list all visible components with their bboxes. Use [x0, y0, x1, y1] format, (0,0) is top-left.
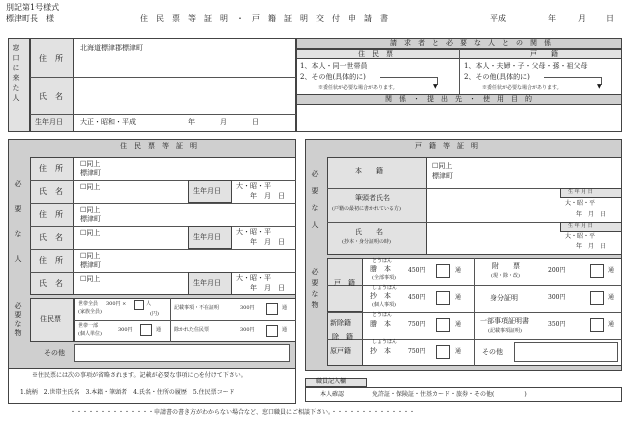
- header-month: 月: [578, 14, 586, 23]
- arrow-down-icon: ▼: [433, 83, 438, 90]
- applicant-address-label: 住 所: [39, 54, 63, 63]
- header-year: 年: [548, 14, 556, 23]
- jumin-other-label: その他: [44, 349, 65, 357]
- relation-juminhyo-label: 住 民 票: [358, 50, 393, 58]
- koseki-items-side: 必要な物: [311, 268, 319, 312]
- purpose-input[interactable]: [297, 105, 621, 131]
- shin-kaisei-label: 新除籍: [330, 319, 351, 327]
- jumin-relation-opt1[interactable]: 1、本人・同一世帯員: [300, 62, 368, 70]
- form-title: 住 民 票 等 証 明 ・ 戸 籍 証 明 交 付 申 請 書: [140, 14, 388, 23]
- jumin-other-input[interactable]: [74, 344, 290, 362]
- joseki-touhon-count[interactable]: [436, 318, 450, 332]
- touhon-label: 謄 本: [370, 265, 391, 273]
- koseki-relation-note: ※委任状が必要な場合があります。: [482, 85, 562, 91]
- fuhyo-label: 附 票: [492, 262, 520, 270]
- id-check-label: 本人確認: [320, 391, 345, 398]
- applicant-name-label: 氏 名: [39, 92, 63, 101]
- hittousha-label: 筆頭者氏名: [355, 194, 390, 202]
- jo-seki-label: 除 籍: [332, 333, 353, 341]
- joseki-shouhon-count[interactable]: [436, 345, 450, 359]
- ichibu-label: 一部事項証明書: [480, 317, 529, 325]
- fuhyo-count[interactable]: [590, 264, 604, 278]
- jumin-header: 住 民 票 等 証 明: [120, 142, 197, 150]
- touhon-count[interactable]: [436, 264, 450, 278]
- header-era: 平成: [490, 14, 506, 23]
- shouhon-count[interactable]: [436, 291, 450, 305]
- noted-cert-count[interactable]: [266, 303, 278, 315]
- jumin-name-label-2: 氏 名: [39, 233, 63, 242]
- jumin-same-above-1[interactable]: ☐同上: [80, 160, 101, 168]
- jumin-side-label: 必要な人: [14, 180, 22, 280]
- koseki-other-label: その他: [482, 348, 503, 356]
- koseki-relation-opt2[interactable]: 2、その他(具体的に): [464, 73, 530, 81]
- removed-jumin-count[interactable]: [266, 325, 278, 337]
- header-day: 日: [606, 14, 614, 23]
- one-of-household-count[interactable]: [140, 324, 152, 336]
- jumin-name-label-3: 氏 名: [39, 279, 63, 288]
- omission-items: 1.続柄 2.世帯主氏名 3.本籍・筆頭者 4.氏名・住所の履歴 5.住民票コード: [20, 389, 235, 396]
- koseki-header: 戸 籍 等 証 明: [415, 142, 478, 150]
- jumin-relation-note: ※委任状が必要な場合があります。: [318, 85, 398, 91]
- gen-koseki-label: 原戸籍: [330, 347, 351, 355]
- koseki-relation-opt1[interactable]: 1、本人・夫婦・子・父母・孫・祖父母: [464, 62, 588, 70]
- jumin-address-label-3: 住 所: [39, 256, 63, 265]
- noted-cert: 記載事項・不在証明: [174, 305, 220, 311]
- koseki-name-label: 氏 名: [355, 228, 383, 236]
- relation-header: 請 求 者 と 必 要 な 人 と の 関 係: [390, 39, 551, 47]
- arrow-down-icon: ▼: [597, 83, 602, 90]
- jumin-label: 住民票: [40, 315, 61, 323]
- applicant-birth-era[interactable]: 大正・昭和・平成: [80, 118, 136, 126]
- purpose-header: 関 係 ・ 提 出 先 ・ 使 用 目 的: [385, 95, 532, 103]
- jumin-name-label-1: 氏 名: [39, 187, 63, 196]
- all-household: 世帯全員: [78, 301, 99, 307]
- one-of-household: 世帯一部: [78, 323, 99, 329]
- koseki-side-label: 必要な人: [311, 170, 319, 238]
- koseki-label: 戸 籍: [334, 279, 355, 287]
- relation-koseki-label: 戸 籍: [530, 50, 558, 58]
- removed-jumin: 除かれた住民票: [174, 327, 210, 333]
- all-household-count[interactable]: [134, 300, 144, 310]
- id-check-options[interactable]: 免許証・保険証・住基カード・旅券・その他( ): [372, 391, 527, 398]
- koseki-other-input[interactable]: [514, 342, 618, 362]
- jumin-address-label-2: 住 所: [39, 210, 63, 219]
- jumin-address-label-1: 住 所: [39, 164, 63, 173]
- addressee: 標津町長 様: [6, 14, 54, 23]
- staff-label: 職員記入欄: [316, 378, 347, 385]
- form-code: 別記第1号様式: [6, 3, 60, 12]
- honseki-label: 本 籍: [355, 167, 383, 175]
- applicant-birth-label: 生年月日: [35, 118, 63, 126]
- applicant-side-label: 窓口に来た人: [12, 44, 20, 104]
- applicant-address-value[interactable]: 北海道標津郡標津町: [80, 44, 143, 52]
- mibun-count[interactable]: [590, 291, 604, 305]
- mibun-label: 身分証明: [490, 294, 518, 302]
- jumin-items-side: 必要な物: [14, 302, 22, 338]
- shouhon-label: 抄 本: [370, 292, 391, 300]
- ichibu-count[interactable]: [590, 318, 604, 332]
- jumin-relation-opt2[interactable]: 2、その他(具体的に): [300, 73, 366, 81]
- omission-note: ※住民票には次の事項が省略されます。記載が必要な事項に○を付けて下さい。: [32, 372, 247, 379]
- bottom-notice: ・・・・・・・・・・・・・・申請書の書き方がわからない場合など、窓口職員にご相談下さい。・・・・・・・・・・・・・・: [70, 409, 416, 416]
